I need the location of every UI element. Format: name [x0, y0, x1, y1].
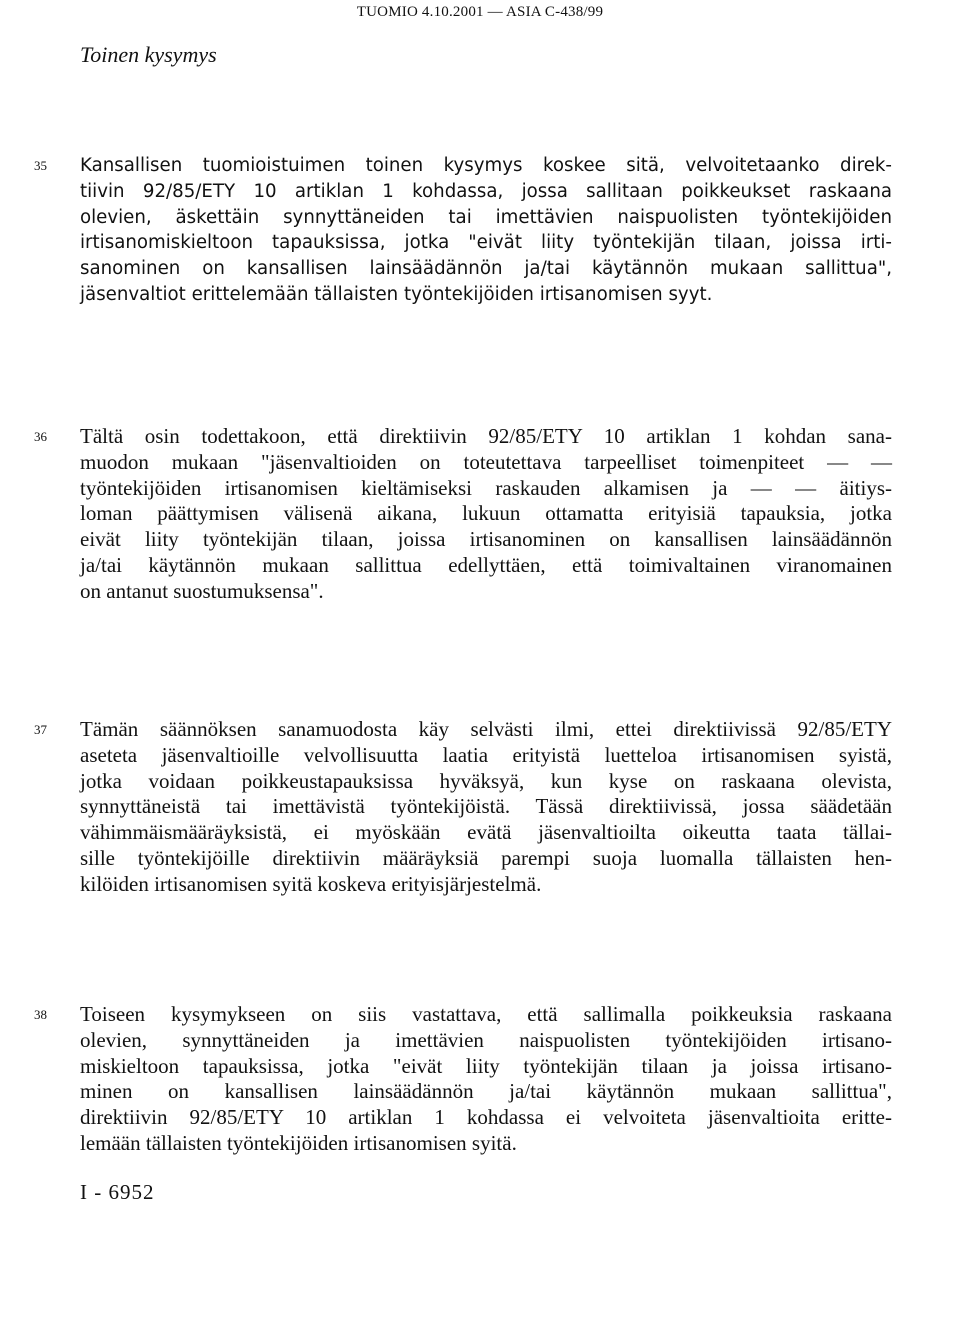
paragraph-line: lemään tällaisten työntekijöiden irtisanomisen syitä. — [80, 1130, 517, 1155]
paragraph-38 — [34, 1002, 892, 1157]
paragraph-line: Kansallisen tuomioistuimen toinen kysymys koskee sitä, velvoitetaanko direk- — [80, 155, 892, 176]
paragraph-line: Tämän säännöksen sanamuodosta käy selvästi ilmi, ettei direktiivissä 92/85/ETY — [80, 717, 892, 741]
paragraph-line: ja/tai käytännön mukaan sallittua edellyttäen, että toimivaltainen viranomainen — [80, 552, 892, 577]
page-header: TUOMIO 4.10.2001 — ASIA C-438/99 — [356, 4, 604, 20]
paragraph-line: synnyttäneistä tai imettävistä työntekijöistä. Tässä direktiivissä, jossa säädetään — [80, 794, 892, 819]
paragraph-line: vähimmäismääräyksistä, ei myöskään evätä jäsenvaltioilta oikeutta taata tällai- — [80, 820, 892, 845]
paragraph-35 — [34, 153, 892, 308]
paragraph-line: sanominen on kansallisen lainsäädännön ja/tai käytännön mukaan sallittua", — [80, 258, 892, 280]
paragraph-line: kilöiden irtisanomisen syitä koskeva erityisjärjestelmä. — [80, 871, 542, 896]
paragraph-line: olevien, äskettäin synnyttäneiden tai imettävien naispuolisten työntekijöiden — [80, 206, 892, 228]
section-title: Toinen kysymys — [80, 42, 217, 67]
paragraph-line: sille työntekijöille direktiivin määräyksiä parempi suoja luomalla tällaisten hen- — [80, 845, 892, 870]
paragraph-line: irtisanomiskieltoon tapauksissa, jotka "eivät liity työntekijän tilaan, joissa irti- — [80, 232, 892, 254]
paragraph-line: loman päättymisen välisenä aikana, lukuun ottamatta erityisiä tapauksia, jotka — [80, 501, 892, 526]
paragraph-line: on antanut suostumuksensa". — [80, 578, 324, 603]
paragraph-36 — [34, 424, 892, 605]
paragraph-line: jäsenvaltiot erittelemään tällaisten työntekijöiden irtisanomisen syyt. — [80, 283, 713, 305]
paragraph-line: olevien, synnyttäneiden ja imettävien naispuolisten työntekijöiden irtisano- — [80, 1027, 892, 1052]
paragraph-line: minen on kansallisen lainsäädännön ja/tai käytännön mukaan sallittua", — [80, 1079, 892, 1104]
paragraph-line: eivät liity työntekijän tilaan, joissa irtisanominen on kansallisen lainsäädännön — [80, 527, 892, 552]
paragraph-37 — [34, 717, 892, 898]
paragraph-line: tiivin 92/85/ETY 10 artiklan 1 kohdassa, jossa sallitaan poikkeukset raskaana — [80, 180, 892, 202]
paragraph-line: miskieltoon tapauksissa, jotka "eivät liity työntekijän tilaan ja joissa irtisano- — [80, 1053, 892, 1078]
paragraph-number: 35 — [34, 158, 47, 173]
paragraph-number: 36 — [34, 429, 47, 444]
page-number: I - 6952 — [80, 1180, 155, 1204]
paragraph-line: muodon mukaan "jäsenvaltioiden on toteutettava tarpeelliset toimenpiteet — — — [80, 449, 892, 474]
paragraph-line: työntekijöiden irtisanomisen kieltämiseksi raskauden alkamisen ja — — äitiys- — [80, 475, 892, 500]
paragraph-line: Toiseen kysymykseen on siis vastattava, että sallimalla poikkeuksia raskaana — [80, 1002, 892, 1026]
paragraph-line: Tältä osin todettakoon, että direktiivin 92/85/ETY 10 artiklan 1 kohdan sana- — [80, 424, 892, 448]
paragraph-line: aseteta jäsenvaltioille velvollisuutta laatia erityistä luetteloa irtisanomisen syistä, — [80, 742, 892, 767]
paragraph-line: direktiivin 92/85/ETY 10 artiklan 1 kohdassa ei velvoiteta jäsenvaltioita eritte- — [80, 1105, 892, 1130]
paragraph-number: 37 — [34, 722, 47, 737]
paragraph-line: jotka voidaan poikkeustapauksissa hyväksyä, kun kyse on raskaana olevista, — [80, 768, 892, 793]
paragraph-number: 38 — [34, 1007, 47, 1022]
